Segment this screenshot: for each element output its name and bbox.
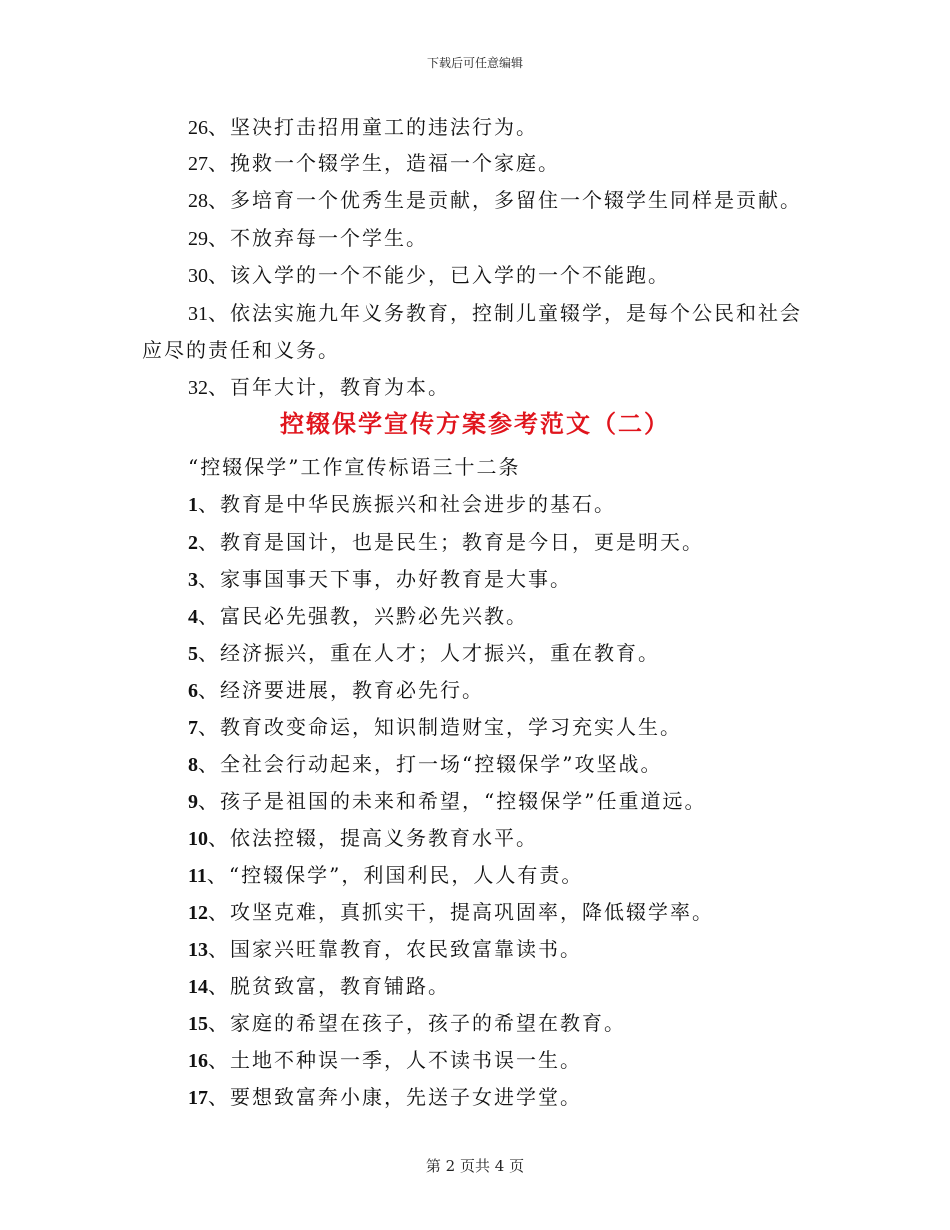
item-number: 8	[188, 754, 198, 776]
item-text: 攻坚克难，真抓实干，提高巩固率，降低辍学率。	[230, 900, 714, 924]
item-number: 4	[188, 606, 198, 628]
item-text: 多培育一个优秀生是贡献，多留住一个辍学生同样是贡献。	[230, 188, 802, 212]
item-number: 3	[188, 569, 198, 591]
item-sep: 、	[208, 151, 230, 175]
item-number: 11	[188, 865, 207, 887]
item-number: 31	[188, 303, 208, 325]
item-number: 10	[188, 828, 208, 850]
list-item	[188, 263, 670, 288]
item-text: 富民必先强教，兴黔必先兴教。	[220, 604, 528, 628]
item-text: 百年大计，教育为本。	[230, 375, 450, 399]
item-number: 6	[188, 680, 198, 702]
item-text: 该入学的一个不能少，已入学的一个不能跑。	[230, 263, 670, 287]
item-number: 17	[188, 1087, 208, 1109]
item-text: 土地不种误一季，人不读书误一生。	[230, 1048, 582, 1072]
item-sep: 、	[208, 301, 230, 325]
list-item	[188, 188, 802, 213]
slogan-item	[188, 974, 450, 999]
slogan-item	[188, 530, 704, 555]
item-number: 27	[188, 153, 208, 175]
item-sep: 、	[208, 826, 230, 850]
item-text: 依法实施九年义务教育，控制儿童辍学，是每个公民和社会	[230, 301, 802, 325]
slogan-item	[188, 1085, 582, 1110]
item-sep: 、	[198, 678, 220, 702]
list-item	[188, 301, 802, 326]
item-text: 经济振兴，重在人才；人才振兴，重在教育。	[220, 641, 660, 665]
slogan-item	[188, 1048, 582, 1073]
item-number: 5	[188, 643, 198, 665]
item-number: 26	[188, 117, 208, 139]
item-sep: 、	[198, 641, 220, 665]
item-text: 坚决打击招用童工的违法行为。	[230, 115, 538, 139]
item-text: 教育是国计，也是民生；教育是今日，更是明天。	[220, 530, 704, 554]
item-sep: 、	[198, 789, 220, 813]
item-number: 29	[188, 228, 208, 250]
item-number: 16	[188, 1050, 208, 1072]
slogan-item	[188, 678, 484, 703]
slogan-item	[188, 900, 714, 925]
item-text: 挽救一个辍学生，造福一个家庭。	[230, 151, 560, 175]
item-text: 教育改变命运，知识制造财宝，学习充实人生。	[220, 715, 682, 739]
item-number: 2	[188, 532, 198, 554]
item-number: 28	[188, 190, 208, 212]
section-intro: “控辍保学”工作宣传标语三十二条	[188, 455, 521, 479]
item-text: 家事国事天下事，办好教育是大事。	[220, 567, 572, 591]
item-text: 全社会行动起来，打一场“控辍保学”攻坚战。	[220, 752, 663, 776]
item-number: 15	[188, 1013, 208, 1035]
item-number: 30	[188, 265, 208, 287]
slogan-item	[188, 604, 528, 629]
slogan-item	[188, 641, 660, 666]
section-title: 控辍保学宣传方案参考范文（二）	[280, 409, 670, 438]
page-footer: 第 2 页共 4 页	[425, 1157, 525, 1175]
item-sep: 、	[208, 1011, 230, 1035]
item-text: 教育是中华民族振兴和社会进步的基石。	[220, 492, 616, 516]
item-number: 14	[188, 976, 208, 998]
item-number: 12	[188, 902, 208, 924]
slogan-item	[188, 752, 662, 777]
item-sep: 、	[208, 900, 230, 924]
item-number: 9	[188, 791, 198, 813]
item-number: 13	[188, 939, 208, 961]
item-text: 依法控辍，提高义务教育水平。	[230, 826, 538, 850]
item-text: 孩子是祖国的未来和希望，“控辍保学”任重道远。	[220, 789, 707, 813]
item-text: 家庭的希望在孩子，孩子的希望在教育。	[230, 1011, 626, 1035]
item-sep: 、	[198, 604, 220, 628]
item-sep: 、	[208, 263, 230, 287]
item-text: 经济要进展，教育必先行。	[220, 678, 484, 702]
slogan-item	[188, 492, 616, 517]
item-sep: 、	[208, 115, 230, 139]
slogan-item	[188, 789, 706, 814]
item-sep: 、	[198, 530, 220, 554]
slogan-item	[188, 715, 682, 740]
item-sep: 、	[198, 567, 220, 591]
list-item	[188, 151, 560, 176]
item-text: 国家兴旺靠教育，农民致富靠读书。	[230, 937, 582, 961]
slogan-item	[188, 1011, 626, 1036]
item-number: 32	[188, 377, 208, 399]
item-sep: 、	[208, 937, 230, 961]
list-item-continuation: 应尽的责任和义务。	[142, 338, 340, 362]
item-sep: 、	[208, 1048, 230, 1072]
page-header: 下载后可任意编辑	[426, 56, 523, 70]
list-item	[188, 115, 538, 140]
item-number: 7	[188, 717, 198, 739]
item-sep: 、	[198, 752, 220, 776]
item-sep: 、	[198, 492, 220, 516]
item-text: 脱贫致富，教育铺路。	[230, 974, 450, 998]
item-sep: 、	[208, 188, 230, 212]
slogan-item	[188, 567, 572, 592]
item-sep: 、	[198, 715, 220, 739]
list-item	[188, 375, 450, 400]
item-sep: 、	[208, 375, 230, 399]
slogan-item	[188, 937, 582, 962]
item-sep: 、	[206, 863, 229, 887]
item-number: 1	[188, 494, 198, 516]
item-sep: 、	[208, 974, 230, 998]
item-text: 不放弃每一个学生。	[230, 226, 428, 250]
item-sep: 、	[208, 1085, 230, 1109]
slogan-item	[188, 826, 538, 851]
item-sep: 、	[208, 226, 230, 250]
list-item	[188, 226, 428, 251]
item-text: “控辍保学”，利国利民，人人有责。	[228, 863, 584, 887]
slogan-item	[188, 863, 583, 888]
item-text: 要想致富奔小康，先送子女进学堂。	[230, 1085, 582, 1109]
